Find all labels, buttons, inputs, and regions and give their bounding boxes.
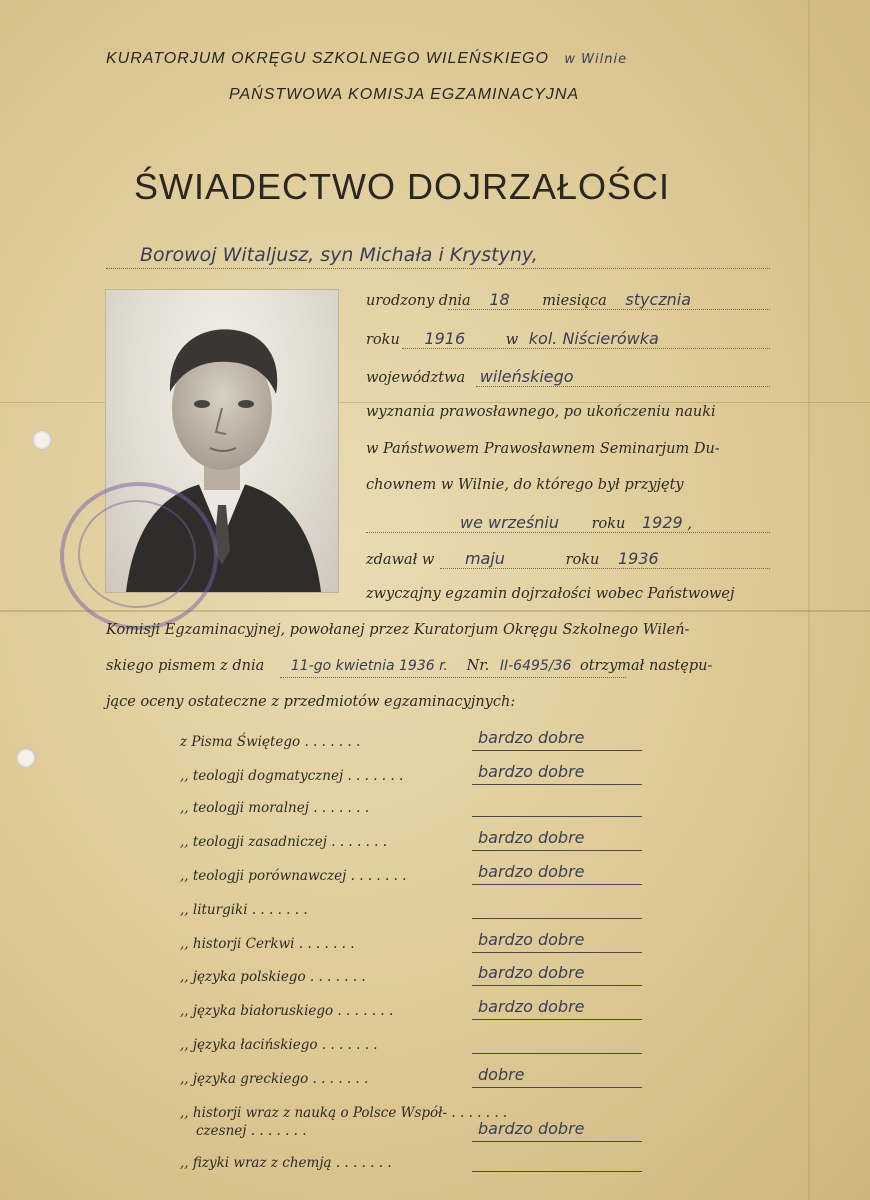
header-authority: KURATORJUM OKRĘGU SZKOLNEGO WILEŃSKIEGO xyxy=(106,50,549,67)
admission-line: we wrześniu roku 1929 , xyxy=(460,513,692,532)
born-line: urodzony dnia 18 miesiąca stycznia xyxy=(366,290,692,309)
document-title: ŚWIADECTWO DOJRZAŁOŚCI xyxy=(134,166,671,207)
stamp-eagle xyxy=(78,500,196,608)
letter-line: skiego pismem z dnia 11-go kwietnia 1936 r. Nr. II-6495/36 otrzymał następu- xyxy=(106,658,713,674)
grade-subject: ,, języka polskiego . . . . . . . xyxy=(180,969,366,985)
body-line9: zwyczajny egzamin dojrzałości wobec Państwowej xyxy=(366,586,735,602)
exam-year: 1936 xyxy=(617,549,659,568)
header-line1 xyxy=(106,50,627,68)
birth-month: stycznia xyxy=(625,290,692,309)
grade-subject: ,, teologji porównawczej . . . . . . . xyxy=(180,868,407,884)
grade-subject: ,, teologji zasadniczej . . . . . . . xyxy=(180,834,388,850)
exam-line: zdawał w maju roku 1936 xyxy=(366,549,659,568)
year-place-line: roku 1916 w kol. Niścierówka xyxy=(366,329,659,348)
grade-subject-cont: czesnej . . . . . . . xyxy=(196,1123,307,1139)
paper-fold-vertical xyxy=(808,0,810,1200)
name-line xyxy=(106,268,770,269)
grade-value: bardzo dobre xyxy=(478,997,585,1016)
grade-value: bardzo dobre xyxy=(478,930,585,949)
voivodeship-line: województwa wileńskiego xyxy=(366,367,574,386)
body-line6: chownem w Wilnie, do którego był przyjęty xyxy=(366,477,684,493)
holder-name: Borowoj Witaljusz, syn Michała i Krystyny, xyxy=(140,244,538,266)
grade-subject: z Pisma Świętego . . . . . . . xyxy=(180,734,361,750)
grade-subject: ,, języka łacińskiego . . . . . . . xyxy=(180,1037,378,1053)
grade-subject: ,, języka białoruskiego . . . . . . . xyxy=(180,1003,394,1019)
grade-subject: ,, języka greckiego . . . . . . . xyxy=(180,1071,369,1087)
exam-month: maju xyxy=(464,549,505,568)
letter-number: II-6495/36 xyxy=(499,658,572,674)
grade-subject: ,, teologji moralnej . . . . . . . xyxy=(180,800,369,816)
voivodeship: wileńskiego xyxy=(479,367,574,386)
header-city-handwritten: w Wilnie xyxy=(564,52,628,67)
grade-value: bardzo dobre xyxy=(478,828,585,847)
grade-value: bardzo dobre xyxy=(478,963,585,982)
body-line10: Komisji Egzaminacyjnej, powołanej przez Kuratorjum Okręgu Szkolnego Wileń- xyxy=(106,622,690,638)
grade-subject: ,, historji wraz z nauką o Polsce Współ- . . . . . . . xyxy=(180,1105,508,1121)
grade-value: bardzo dobre xyxy=(478,762,585,781)
grade-value: bardzo dobre xyxy=(478,862,585,881)
admission-month: we wrześniu xyxy=(460,513,559,532)
grade-value: bardzo dobre xyxy=(478,728,585,747)
body-line12: jące oceny ostateczne z przedmiotów egzaminacyjnych: xyxy=(106,694,516,710)
grade-subject: ,, teologji dogmatycznej . . . . . . . xyxy=(180,768,404,784)
header-commission: PAŃSTWOWA KOMISJA EGZAMINACYJNA xyxy=(229,86,580,103)
grade-subject: ,, fizyki wraz z chemją . . . . . . . xyxy=(180,1155,392,1171)
punch-hole xyxy=(32,430,52,450)
body-line5: w Państwowem Prawosławnem Seminarjum Du- xyxy=(366,441,720,457)
admission-year: 1929 xyxy=(642,513,683,532)
birth-place: kol. Niścierówka xyxy=(528,329,659,348)
birth-year: 1916 xyxy=(424,329,466,348)
official-stamp xyxy=(60,482,218,630)
grade-subject: ,, historji Cerkwi . . . . . . . xyxy=(180,936,355,952)
grade-value: bardzo dobre xyxy=(478,1119,585,1138)
body-line4: wyznania prawosławnego, po ukończeniu nauki xyxy=(366,404,716,420)
grade-subject: ,, liturgiki . . . . . . . xyxy=(180,902,308,918)
letter-date: 11-go kwietnia 1936 r. xyxy=(290,658,449,674)
punch-hole xyxy=(16,748,36,768)
grade-value: dobre xyxy=(478,1065,525,1084)
birth-day: 18 xyxy=(489,290,510,309)
